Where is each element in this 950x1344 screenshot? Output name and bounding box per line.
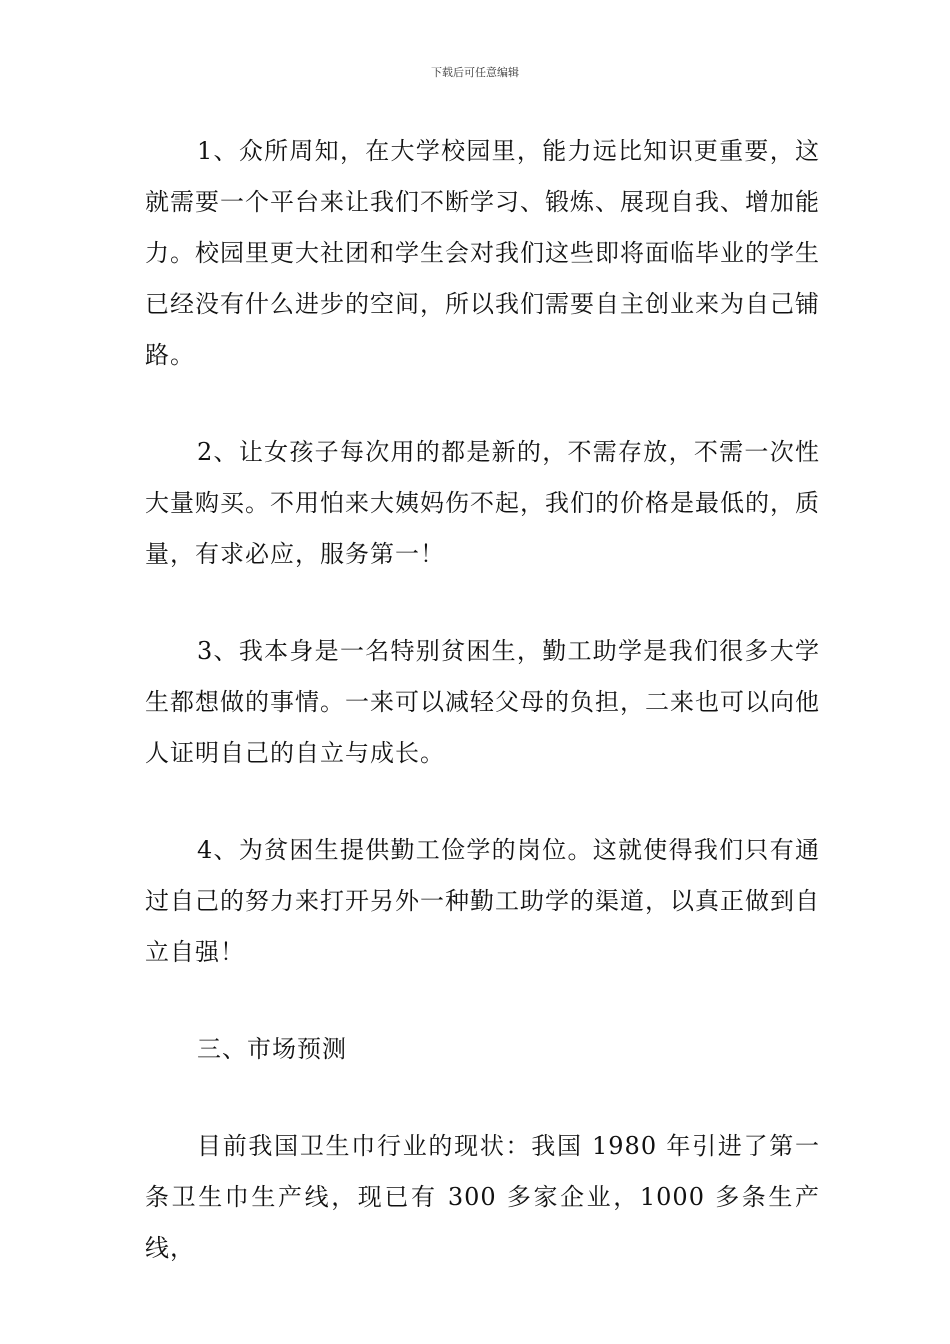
paragraph-5: 目前我国卫生巾行业的现状：我国 1980 年引进了第一条卫生巾生产线，现已有 300 多家企业，1000 多条生产线，	[145, 1132, 820, 1262]
page-header-note: 下载后可任意编辑	[431, 66, 519, 79]
section-heading-market-forecast: 三、市场预测	[197, 1035, 347, 1063]
paragraph-3: 3、我本身是一名特别贫困生，勤工助学是我们很多大学生都想做的事情。一来可以减轻父母的负担，二来也可以向他人证明自己的自立与成长。	[145, 637, 820, 767]
document-body	[145, 126, 820, 1274]
paragraph-1: 1、众所周知，在大学校园里，能力远比知识更重要，这就需要一个平台来让我们不断学习、锻炼、展现自我、增加能力。校园里更大社团和学生会对我们这些即将面临毕业的学生已经没有什么进步的空间，所以我们需要自主创业来为自己铺路。	[145, 137, 820, 369]
paragraph-4: 4、为贫困生提供勤工俭学的岗位。这就使得我们只有通过自己的努力来打开另外一种勤工助学的渠道，以真正做到自立自强！	[145, 836, 820, 966]
paragraph-2: 2、让女孩子每次用的都是新的，不需存放，不需一次性大量购买。不用怕来大姨妈伤不起，我们的价格是最低的，质量，有求必应，服务第一！	[145, 438, 820, 568]
